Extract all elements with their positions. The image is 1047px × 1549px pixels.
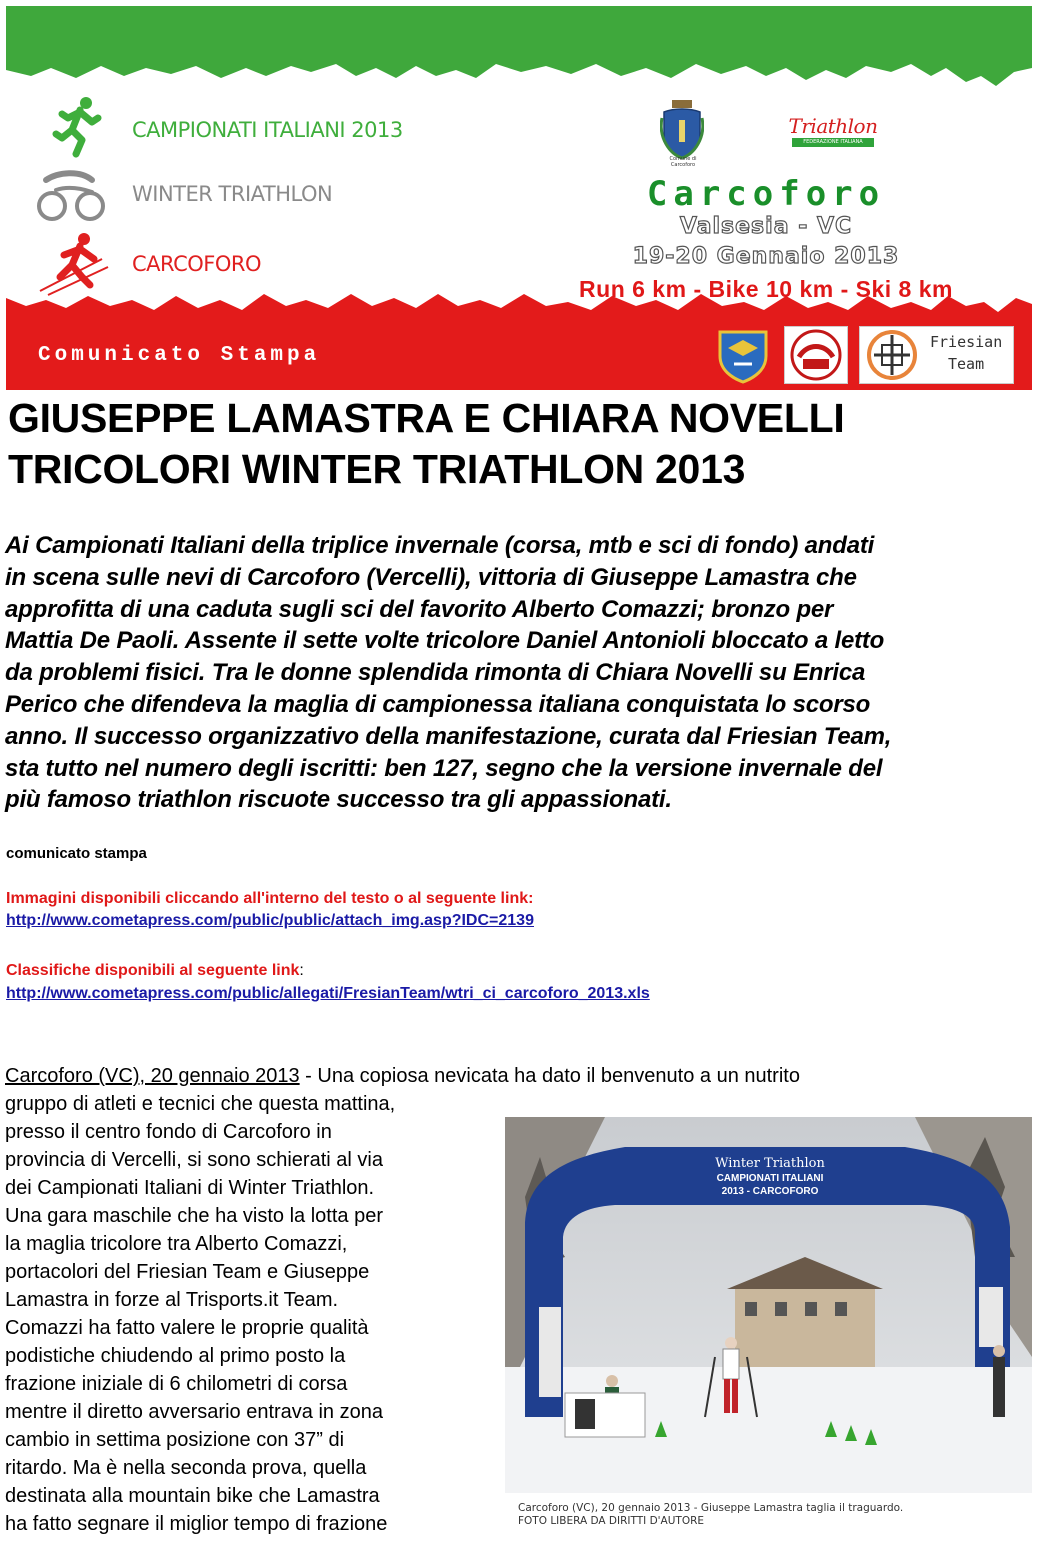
event-banner bbox=[6, 6, 1032, 390]
event-distances: Run 6 km - Bike 10 km - Ski 8 km bbox=[579, 276, 953, 302]
results-info bbox=[6, 962, 304, 980]
lead-line: approfitta di una caduta sugli sci del favorito Alberto Comazzi; bronzo per bbox=[5, 595, 834, 623]
arch-subtitle-2: 2013 - CARCOFORO bbox=[721, 1186, 819, 1197]
article-line: cambio in settima posizione con 37” di bbox=[5, 1429, 345, 1451]
caption-line-2: FOTO LIBERA DA DIRITTI D'AUTORE bbox=[518, 1515, 705, 1527]
crest-caption: Comune di Carcoforo bbox=[669, 156, 697, 168]
article-line: Una gara maschile che ha visto la lotta per bbox=[5, 1205, 383, 1227]
headline-line-1: GIUSEPPE LAMASTRA E CHIARA NOVELLI bbox=[8, 395, 845, 441]
lead-line: Perico che difendeva la maglia di campionessa italiana conquistata lo scorso bbox=[5, 690, 871, 718]
article-line: gruppo di atleti e tecnici che questa mattina, bbox=[5, 1093, 396, 1115]
event-title: Carcoforo bbox=[646, 174, 886, 214]
arch-title: Winter Triathlon bbox=[715, 1156, 825, 1171]
article-line: portacolori del Friesian Team e Giuseppe bbox=[5, 1261, 370, 1283]
article-line: provincia di Vercelli, si sono schierati al via bbox=[5, 1149, 383, 1171]
federation-logo bbox=[788, 114, 878, 147]
article-line: ha fatto segnare il miglior tempo di frazione bbox=[5, 1513, 388, 1535]
article-line: frazione iniziale di 6 chilometri di corsa bbox=[5, 1373, 348, 1395]
friesian-team-emblem-icon bbox=[864, 329, 924, 381]
images-link[interactable]: http://www.cometapress.com/public/public/attach_img.asp?IDC=2139 bbox=[6, 912, 534, 929]
article-first-line-text: - Una copiosa nevicata ha dato il benvenuto a un nutrito bbox=[299, 1065, 800, 1087]
federation-name: Triathlon bbox=[788, 114, 878, 138]
article-line: ritardo. Ma è nella seconda prova, quella bbox=[5, 1457, 367, 1479]
article-line: dei Campionati Italiani di Winter Triathlon. bbox=[5, 1177, 375, 1199]
images-info-label: Immagini disponibili cliccando all'interno del testo o al seguente link: bbox=[6, 890, 534, 907]
finish-line-photo[interactable] bbox=[505, 1117, 1032, 1493]
municipal-crest-icon bbox=[660, 98, 704, 160]
sponsor-logo-shield bbox=[714, 326, 772, 384]
article-line: destinata alla mountain bike che Lamastra bbox=[5, 1485, 380, 1507]
article-line: la maglia tricolore tra Alberto Comazzi, bbox=[5, 1233, 348, 1255]
club-emblem-icon bbox=[785, 327, 847, 383]
results-info-label: Classifiche disponibili al seguente link bbox=[6, 962, 300, 979]
friesian-text-line1: Friesian bbox=[930, 333, 1003, 351]
label-championship: CAMPIONATI ITALIANI 2013 bbox=[132, 118, 403, 142]
press-release-label: Comunicato Stampa bbox=[38, 344, 321, 367]
lead-line: Mattia De Paoli. Assente il sette volte tricolore Daniel Antonioli bloccato a letto bbox=[5, 627, 885, 655]
article-line: mentre il diretto avversario entrava in zona bbox=[5, 1401, 383, 1423]
lead-line: sta tutto nel numero degli iscritti: ben 127, segno che la versione invernale del bbox=[5, 754, 883, 782]
runner-icon bbox=[52, 96, 102, 158]
label-winter-triathlon: WINTER TRIATHLON bbox=[132, 182, 333, 206]
event-dates: 19-20 Gennaio 2013 bbox=[632, 244, 900, 269]
cyclist-icon bbox=[36, 166, 106, 222]
lead-line: da problemi fisici. Tra le donne splendida rimonta di Chiara Novelli su Enrica bbox=[5, 659, 866, 687]
skier-icon bbox=[38, 231, 110, 297]
shield-icon bbox=[714, 326, 772, 384]
arch-subtitle: CAMPIONATI ITALIANI bbox=[716, 1173, 824, 1184]
caption-line-1: Carcoforo (VC), 20 gennaio 2013 - Giuseppe Lamastra taglia il traguardo. bbox=[518, 1502, 904, 1514]
article-line: Comazzi ha fatto valere le proprie qualità bbox=[5, 1317, 369, 1339]
photo-scene bbox=[505, 1117, 1032, 1493]
article-line: Lamastra in forze al Trisports.it Team. bbox=[5, 1289, 339, 1311]
lead-line: più famoso triathlon riscuote successo tra gli appassionati. bbox=[5, 786, 672, 814]
headline bbox=[8, 393, 1038, 495]
article-line: presso il centro fondo di Carcoforo in bbox=[5, 1121, 332, 1143]
lead-line: Ai Campionati Italiani della triplice invernale (corsa, mtb e sci di fondo) andati bbox=[5, 532, 875, 559]
friesian-text-line2: Team bbox=[948, 355, 985, 373]
results-link[interactable]: http://www.cometapress.com/public/allegati/FresianTeam/wtri_ci_carcoforo_2013.xls bbox=[6, 985, 650, 1002]
lead-line: in scena sulle nevi di Carcoforo (Vercelli), vittoria di Giuseppe Lamastra che bbox=[5, 563, 857, 591]
article-line: podistiche chiudendo al primo posto la bbox=[5, 1345, 346, 1367]
source-label: comunicato stampa bbox=[6, 845, 147, 862]
lead-paragraph bbox=[5, 530, 1041, 816]
article-first-line bbox=[5, 1062, 1035, 1090]
dateline: Carcoforo (VC), 20 gennaio 2013 bbox=[5, 1065, 300, 1087]
federation-subtitle: FEDERAZIONE ITALIANA bbox=[792, 138, 874, 147]
results-info-colon: : bbox=[299, 962, 304, 979]
friesian-team-text bbox=[930, 331, 1002, 375]
photo-caption bbox=[518, 1502, 903, 1528]
event-location: Valsesia - VC bbox=[679, 214, 853, 239]
article-body bbox=[5, 1090, 495, 1538]
lead-line: anno. Il successo organizzativo della manifestazione, curata dal Friesian Team, bbox=[5, 722, 892, 750]
sponsor-logo-friesian bbox=[859, 326, 1014, 384]
sponsor-logo-club bbox=[784, 326, 848, 384]
label-carcoforo: CARCOFORO bbox=[132, 252, 261, 276]
headline-line-2: TRICOLORI WINTER TRIATHLON 2013 bbox=[8, 446, 746, 492]
